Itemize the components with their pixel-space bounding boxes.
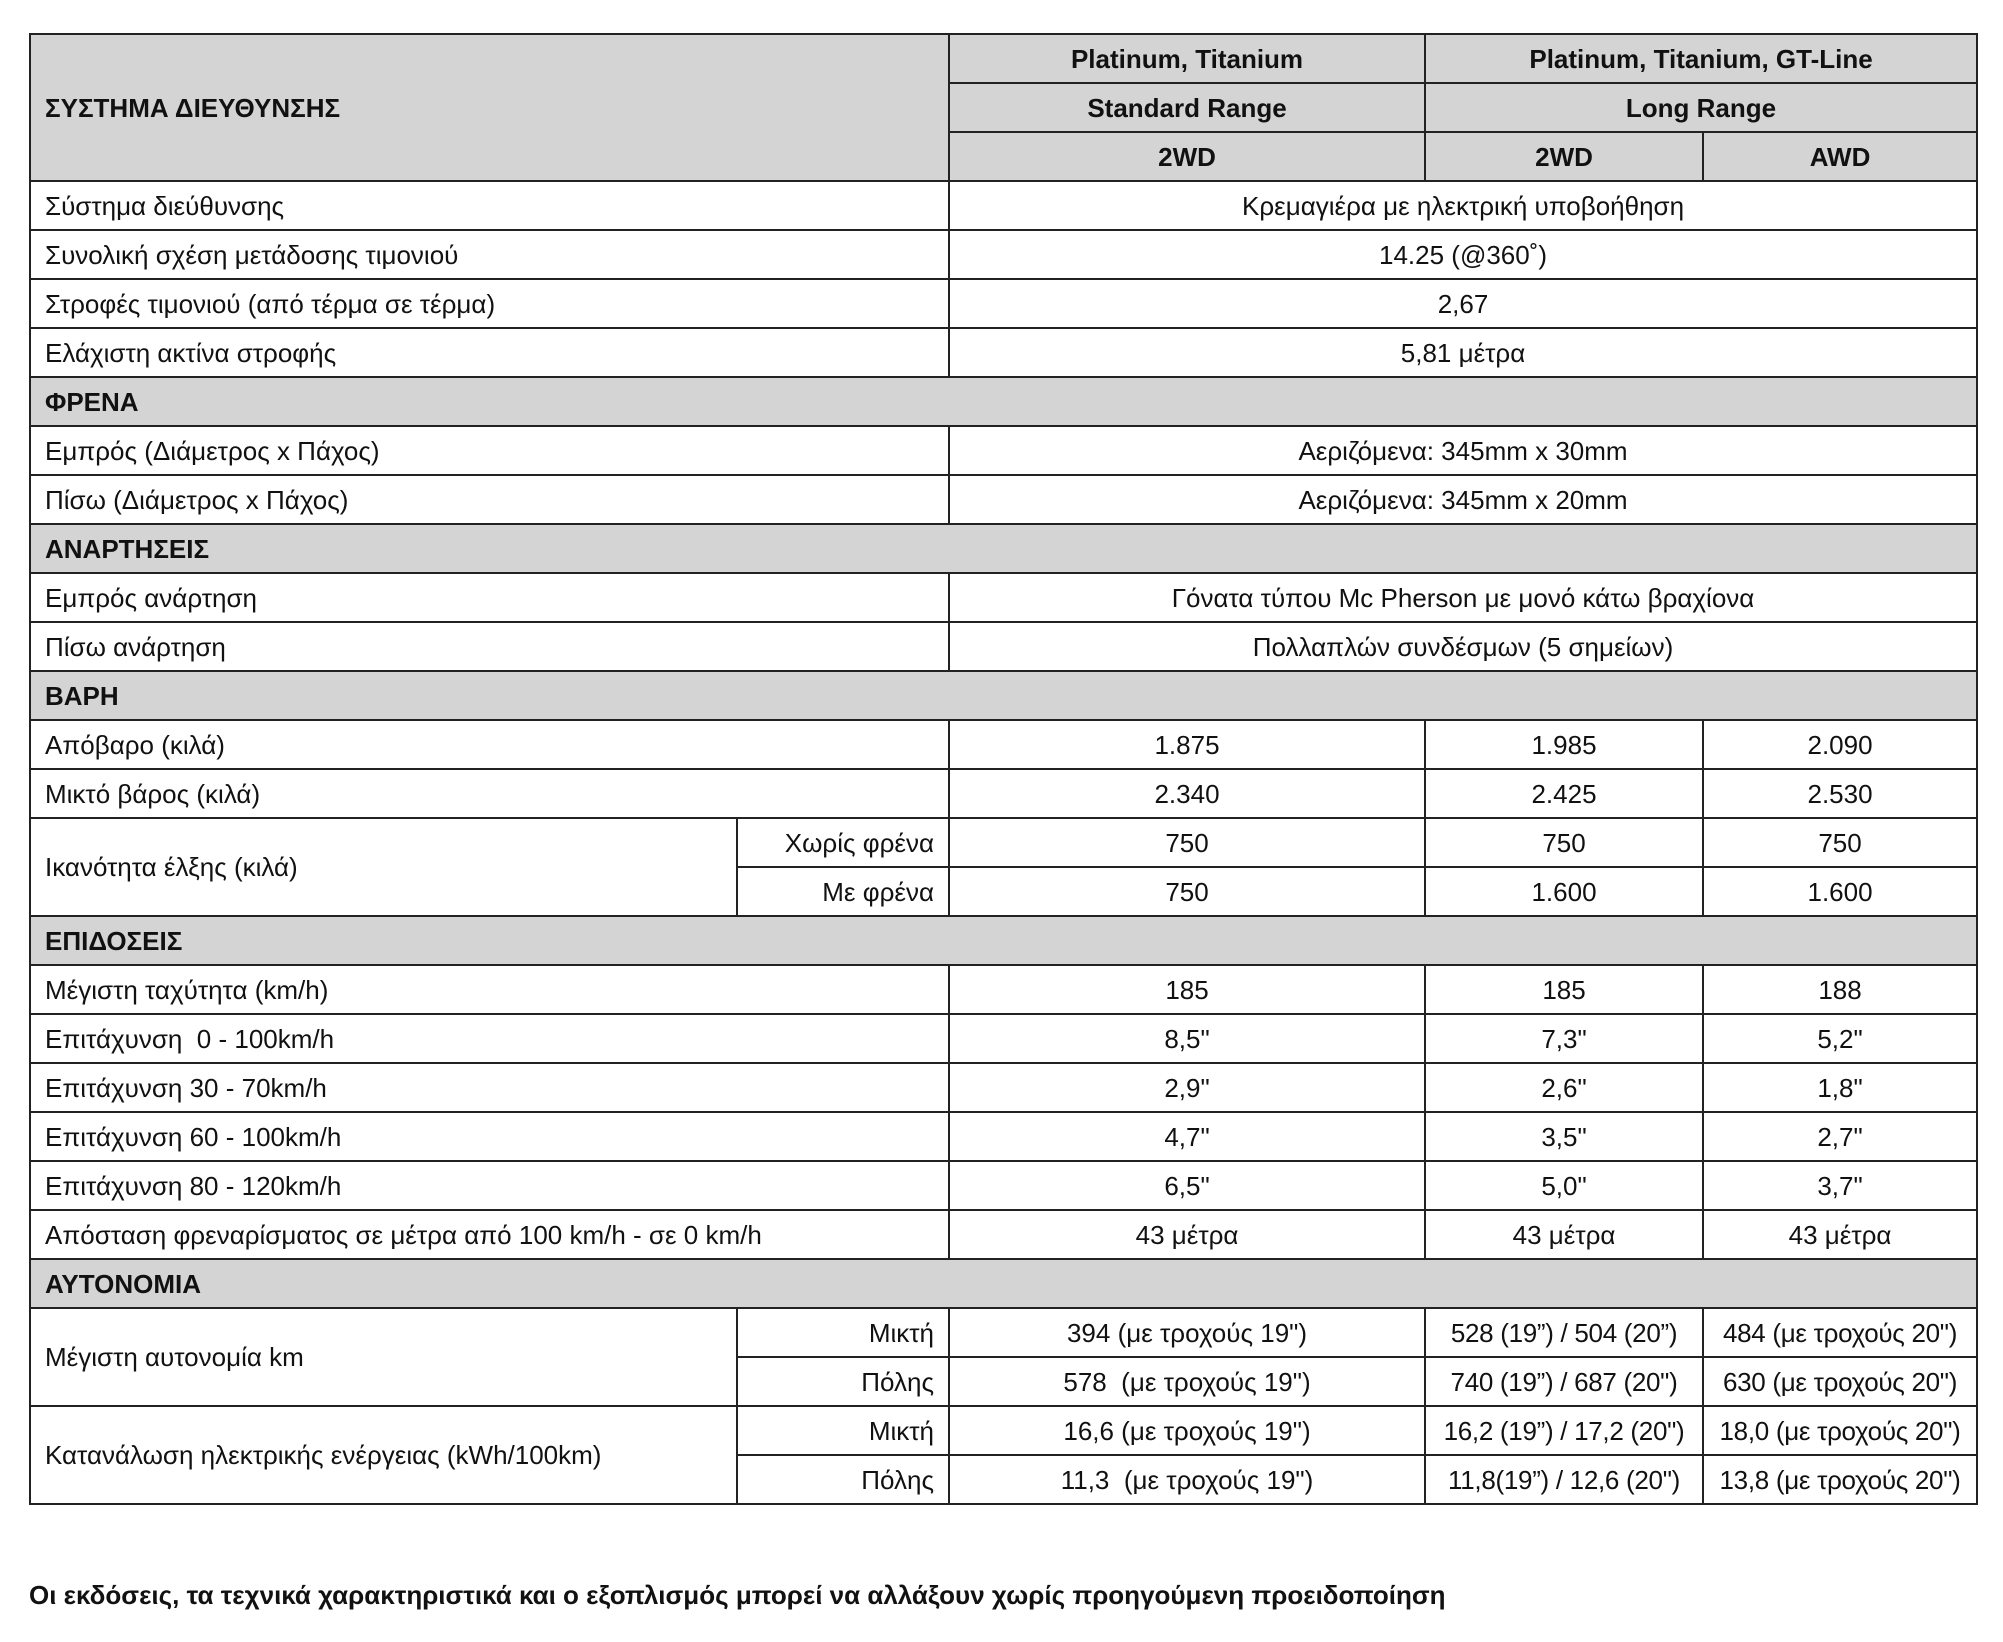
row-value: 1.985 bbox=[1425, 720, 1703, 769]
row-value: Πολλαπλών συνδέσμων (5 σημείων) bbox=[949, 622, 1977, 671]
row-value: 1.600 bbox=[1425, 867, 1703, 916]
section-title: ΕΠΙΔΟΣΕΙΣ bbox=[30, 916, 1977, 965]
row-value: 43 μέτρα bbox=[949, 1210, 1425, 1259]
row-value: 4,7" bbox=[949, 1112, 1425, 1161]
row-value: 2,67 bbox=[949, 279, 1977, 328]
row-value: 188 bbox=[1703, 965, 1977, 1014]
header-drive-3: AWD bbox=[1703, 132, 1977, 181]
section-title: ΑΝΑΡΤΗΣΕΙΣ bbox=[30, 524, 1977, 573]
row-value: 11,3 (με τροχούς 19") bbox=[949, 1455, 1425, 1504]
row-value: 750 bbox=[949, 867, 1425, 916]
row-label: Πίσω (Διάμετρος x Πάχος) bbox=[30, 475, 949, 524]
row-value: Κρεμαγιέρα με ηλεκτρική υποβοήθηση bbox=[949, 181, 1977, 230]
row-label: Κατανάλωση ηλεκτρικής ενέργειας (kWh/100km) bbox=[30, 1406, 737, 1504]
section-row-brakes bbox=[30, 377, 1977, 426]
row-value: 2.530 bbox=[1703, 769, 1977, 818]
row-label: Μέγιστη αυτονομία km bbox=[30, 1308, 737, 1406]
row-value: 2,9" bbox=[949, 1063, 1425, 1112]
row-value: 5,81 μέτρα bbox=[949, 328, 1977, 377]
table-row bbox=[30, 769, 1977, 818]
row-value: 750 bbox=[1703, 818, 1977, 867]
row-value: 14.25 (@360˚) bbox=[949, 230, 1977, 279]
row-value: 578 (με τροχούς 19") bbox=[949, 1357, 1425, 1406]
row-label: Επιτάχυνση 0 - 100km/h bbox=[30, 1014, 949, 1063]
header-drive-1: 2WD bbox=[949, 132, 1425, 181]
row-value: 5,2" bbox=[1703, 1014, 1977, 1063]
row-value: 1.875 bbox=[949, 720, 1425, 769]
table-row bbox=[30, 328, 1977, 377]
table-row bbox=[30, 1063, 1977, 1112]
table-row bbox=[30, 1014, 1977, 1063]
row-label: Εμπρός ανάρτηση bbox=[30, 573, 949, 622]
row-label: Ικανότητα έλξης (κιλά) bbox=[30, 818, 737, 916]
row-value: 2,7" bbox=[1703, 1112, 1977, 1161]
row-label: Μικτό βάρος (κιλά) bbox=[30, 769, 949, 818]
row-value: Αεριζόμενα: 345mm x 30mm bbox=[949, 426, 1977, 475]
section-title: ΒΑΡΗ bbox=[30, 671, 1977, 720]
row-value: 5,0" bbox=[1425, 1161, 1703, 1210]
row-value: 1,8" bbox=[1703, 1063, 1977, 1112]
row-value: 2.425 bbox=[1425, 769, 1703, 818]
row-value: 1.600 bbox=[1703, 867, 1977, 916]
row-sublabel: Με φρένα bbox=[737, 867, 949, 916]
row-value: 7,3" bbox=[1425, 1014, 1703, 1063]
row-value: 528 (19”) / 504 (20”) bbox=[1425, 1308, 1703, 1357]
table-row bbox=[30, 622, 1977, 671]
section-row-autonomy bbox=[30, 1259, 1977, 1308]
row-label: Εμπρός (Διάμετρος x Πάχος) bbox=[30, 426, 949, 475]
header-drive-2: 2WD bbox=[1425, 132, 1703, 181]
table-row bbox=[30, 475, 1977, 524]
row-value: 2,6" bbox=[1425, 1063, 1703, 1112]
section-row-suspension bbox=[30, 524, 1977, 573]
row-value: 18,0 (με τροχούς 20") bbox=[1703, 1406, 1977, 1455]
row-value: 43 μέτρα bbox=[1425, 1210, 1703, 1259]
table-row bbox=[30, 426, 1977, 475]
row-value: 740 (19”) / 687 (20") bbox=[1425, 1357, 1703, 1406]
section-title: ΑΥΤΟΝΟΜΙΑ bbox=[30, 1259, 1977, 1308]
row-value: 16,6 (με τροχούς 19") bbox=[949, 1406, 1425, 1455]
table-row bbox=[30, 279, 1977, 328]
row-sublabel: Πόλης bbox=[737, 1455, 949, 1504]
row-label: Πίσω ανάρτηση bbox=[30, 622, 949, 671]
row-value: 11,8(19”) / 12,6 (20") bbox=[1425, 1455, 1703, 1504]
spec-table bbox=[29, 33, 1978, 1505]
row-sublabel: Πόλης bbox=[737, 1357, 949, 1406]
header-range-standard: Standard Range bbox=[949, 83, 1425, 132]
row-value: 750 bbox=[1425, 818, 1703, 867]
row-value: 3,7" bbox=[1703, 1161, 1977, 1210]
section-row-weights bbox=[30, 671, 1977, 720]
header-group-2: Platinum, Titanium, GT-Line bbox=[1425, 34, 1977, 83]
header-row-groups bbox=[30, 34, 1977, 83]
row-label: Επιτάχυνση 60 - 100km/h bbox=[30, 1112, 949, 1161]
row-value: 43 μέτρα bbox=[1703, 1210, 1977, 1259]
row-label: Επιτάχυνση 30 - 70km/h bbox=[30, 1063, 949, 1112]
row-value: 8,5" bbox=[949, 1014, 1425, 1063]
row-value: 6,5" bbox=[949, 1161, 1425, 1210]
footnote: Οι εκδόσεις, τα τεχνικά χαρακτηριστικά και ο εξοπλισμός μπορεί να αλλάξουν χωρίς προηγούμενη προειδοποίηση bbox=[29, 1580, 1446, 1610]
row-value: 185 bbox=[949, 965, 1425, 1014]
table-row bbox=[30, 181, 1977, 230]
table-row bbox=[30, 230, 1977, 279]
row-label: Απόσταση φρεναρίσματος σε μέτρα από 100 km/h - σε 0 km/h bbox=[30, 1210, 949, 1259]
table-row bbox=[30, 573, 1977, 622]
row-label: Μέγιστη ταχύτητα (km/h) bbox=[30, 965, 949, 1014]
row-value: 16,2 (19”) / 17,2 (20") bbox=[1425, 1406, 1703, 1455]
row-sublabel: Μικτή bbox=[737, 1308, 949, 1357]
row-label: Επιτάχυνση 80 - 120km/h bbox=[30, 1161, 949, 1210]
row-value: 13,8 (με τροχούς 20") bbox=[1703, 1455, 1977, 1504]
table-row bbox=[30, 965, 1977, 1014]
row-label: Σύστημα διεύθυνσης bbox=[30, 181, 949, 230]
row-label: Στροφές τιμονιού (από τέρμα σε τέρμα) bbox=[30, 279, 949, 328]
row-value: 185 bbox=[1425, 965, 1703, 1014]
section-row-performance bbox=[30, 916, 1977, 965]
row-label: Απόβαρο (κιλά) bbox=[30, 720, 949, 769]
row-sublabel: Μικτή bbox=[737, 1406, 949, 1455]
table-title: ΣΥΣΤΗΜΑ ΔΙΕΥΘΥΝΣΗΣ bbox=[30, 34, 949, 181]
row-value: 2.340 bbox=[949, 769, 1425, 818]
row-value: 484 (με τροχούς 20") bbox=[1703, 1308, 1977, 1357]
table-row bbox=[30, 1308, 1977, 1357]
row-value: Γόνατα τύπου Mc Pherson με μονό κάτω βραχίονα bbox=[949, 573, 1977, 622]
table-row bbox=[30, 1112, 1977, 1161]
row-label: Ελάχιστη ακτίνα στροφής bbox=[30, 328, 949, 377]
row-value: 630 (με τροχούς 20") bbox=[1703, 1357, 1977, 1406]
row-value: Αεριζόμενα: 345mm x 20mm bbox=[949, 475, 1977, 524]
row-value: 750 bbox=[949, 818, 1425, 867]
table-row bbox=[30, 1161, 1977, 1210]
table-row bbox=[30, 720, 1977, 769]
header-range-long: Long Range bbox=[1425, 83, 1977, 132]
table-row bbox=[30, 1210, 1977, 1259]
row-value: 3,5" bbox=[1425, 1112, 1703, 1161]
section-title: ΦΡΕΝΑ bbox=[30, 377, 1977, 426]
table-row bbox=[30, 818, 1977, 867]
row-label: Συνολική σχέση μετάδοσης τιμονιού bbox=[30, 230, 949, 279]
row-value: 394 (με τροχούς 19") bbox=[949, 1308, 1425, 1357]
header-group-1: Platinum, Titanium bbox=[949, 34, 1425, 83]
table-row bbox=[30, 1406, 1977, 1455]
row-value: 2.090 bbox=[1703, 720, 1977, 769]
row-sublabel: Χωρίς φρένα bbox=[737, 818, 949, 867]
